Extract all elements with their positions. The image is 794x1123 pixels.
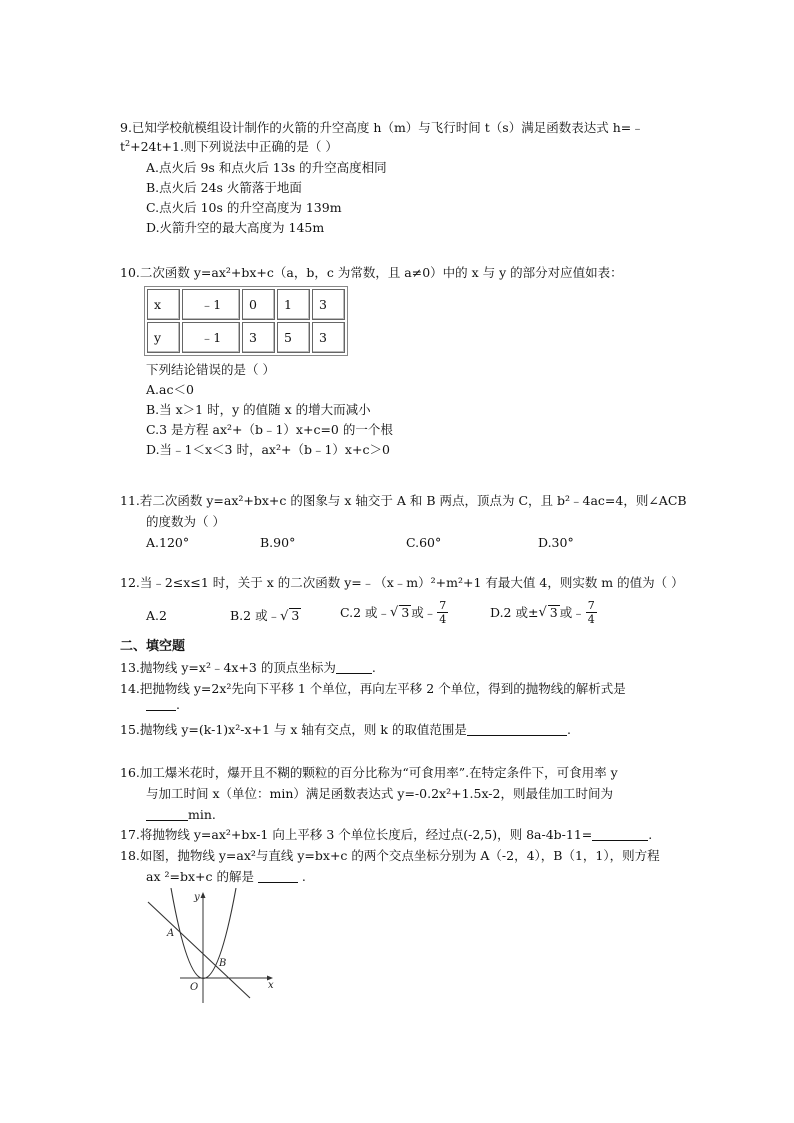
- straight-line: [148, 902, 250, 998]
- answer-blank[interactable]: [146, 696, 176, 711]
- answer-blank[interactable]: [467, 721, 567, 736]
- q14-stem-line1: 14.把抛物线 y=2x²先向下平移 1 个单位，再向左平移 2 个单位，得到的抛物线的解析式是: [120, 681, 626, 696]
- answer-blank[interactable]: [146, 806, 188, 821]
- q12-option-a: A.2: [146, 608, 167, 623]
- table-cell: 3: [312, 322, 345, 353]
- question-12: [120, 572, 700, 633]
- question-17: 17.将抛物线 y=ax²+bx-1 向上平移 3 个单位长度后，经过点(-2,5)，则 8a-4b-11= .: [120, 827, 653, 842]
- q10-stem: 10.二次函数 y=ax²+bx+c（a，b，c 为常数，且 a≠0）中的 x 与 y 的部分对应值如表：: [120, 265, 623, 280]
- q11-option-c: C.60°: [406, 535, 442, 550]
- label-x: x: [268, 980, 274, 991]
- table-cell: 1: [277, 289, 310, 320]
- section-title: 二、填空题: [120, 639, 186, 654]
- q10-option-a: A.ac＜0: [146, 382, 194, 397]
- question-15: 15.抛物线 y=(k-1)x²-x+1 与 x 轴有交点，则 k 的取值范围是 .: [120, 722, 571, 737]
- table-cell: 5: [277, 322, 310, 353]
- answer-blank[interactable]: [258, 868, 298, 883]
- q12-option-b: B.2 或﹣√ 3: [230, 608, 300, 624]
- q10-value-table: [144, 286, 348, 356]
- q12-option-d: D.2 或±√ 3 或﹣ $\frac{7}{4}$: [490, 599, 595, 626]
- sqrt-icon: √: [390, 605, 399, 620]
- q9-option-d: D.火箭升空的最大高度为 145m: [146, 220, 325, 235]
- sqrt-icon: √: [538, 605, 547, 620]
- question-18: 18.如图，抛物线 y=ax²与直线 y=bx+c 的两个交点坐标分别为 A（-2，4），B（1，1），则方程 ax ²=bx+c 的解是 .: [120, 845, 700, 887]
- label-y: y: [194, 892, 200, 903]
- q12-option-c: C.2 或﹣√ 3 或﹣ $\frac{7}{4}$: [340, 599, 447, 626]
- q9-option-b: B.点火后 24s 火箭落于地面: [146, 180, 302, 195]
- q10-option-c: C.3 是方程 ax²+（b﹣1）x+c=0 的一个根: [146, 422, 393, 437]
- table-cell: y: [147, 322, 180, 353]
- q9-stem-line1: 9.已知学校航模组设计制作的火箭的升空高度 h（m）与飞行时间 t（s）满足函数表达式 h=﹣: [120, 120, 644, 135]
- q16-stem-line1: 16.加工爆米花时，爆开且不糊的颗粒的百分比称为“可食用率”.在特定条件下，可食用率 y: [120, 765, 618, 780]
- q10-ask: 下列结论错误的是（ ）: [146, 362, 275, 377]
- question-16: 16.加工爆米花时，爆开且不糊的颗粒的百分比称为“可食用率”.在特定条件下，可食用率 y 与加工时间 x（单位：min）满足函数表达式 y=-0.2x²+1.5x-2，则最佳加工时间为 min.: [120, 762, 700, 825]
- q9-stem-line2: $t^2+24t+1$.则下列说法中正确的是（ ）: [120, 139, 338, 154]
- q10-option-b: B.当 x＞1 时，y 的值随 x 的增大而减小: [146, 402, 371, 417]
- label-point-a: A: [167, 928, 175, 939]
- answer-blank[interactable]: [592, 826, 648, 841]
- fraction: $\frac{7}{4}$: [587, 599, 595, 626]
- y-axis-arrow-icon: [201, 892, 206, 898]
- question-13: 13.抛物线 y=x²﹣4x+3 的顶点坐标为 .: [120, 660, 376, 675]
- q11-option-a: A.120°: [146, 535, 190, 550]
- label-point-b: B: [219, 958, 227, 969]
- q12-options: [120, 599, 700, 633]
- q11-option-d: D.30°: [538, 535, 574, 550]
- table-row: [147, 322, 345, 353]
- table-cell: ﹣1: [182, 322, 240, 353]
- question-9: [120, 117, 700, 237]
- table-cell: 3: [312, 289, 345, 320]
- fraction: $\frac{7}{4}$: [439, 599, 447, 626]
- q11-stem-line2: 的度数为（ ）: [146, 514, 225, 529]
- q11-stem-line1: 11.若二次函数 y=ax²+bx+c 的图象与 x 轴交于 A 和 B 两点，顶点为 C，且 b²﹣4ac=4，则∠ACB: [120, 493, 687, 508]
- table-cell: 0: [242, 289, 275, 320]
- q10-option-d: D.当﹣1＜x＜3 时，ax²+（b﹣1）x+c＞0: [146, 442, 390, 457]
- answer-blank[interactable]: [336, 659, 372, 674]
- q9-option-c: C.点火后 10s 的升空高度为 139m: [146, 200, 342, 215]
- sqrt-icon: √: [280, 609, 289, 624]
- label-origin: O: [190, 982, 199, 993]
- table-cell: 3: [242, 322, 275, 353]
- question-11: [120, 490, 700, 556]
- table-cell: x: [147, 289, 180, 320]
- question-10: [120, 262, 700, 459]
- table-cell: ﹣1: [182, 289, 240, 320]
- q18-stem-line1: 18.如图，抛物线 y=ax²与直线 y=bx+c 的两个交点坐标分别为 A（-2，4），B（1，1），则方程: [120, 848, 660, 863]
- table-row: [147, 289, 345, 320]
- q12-stem: 12.当﹣2≤x≤1 时，关于 x 的二次函数 y=﹣（x﹣m）²+m²+1 有最大值 4，则实数 m 的值为（ ）: [120, 575, 684, 590]
- q11-option-b: B.90°: [260, 535, 296, 550]
- section-fill-blank: [120, 636, 700, 657]
- q11-options: [120, 532, 700, 556]
- q9-option-a: A.点火后 9s 和点火后 13s 的升空高度相同: [146, 160, 387, 175]
- question-14: 14.把抛物线 y=2x²先向下平移 1 个单位，再向左平移 2 个单位，得到的抛物线的解析式是 .: [120, 678, 700, 715]
- q16-stem-line2: 与加工时间 x（单位：min）满足函数表达式 y=-0.2x²+1.5x-2，则最佳加工时间为: [146, 786, 613, 801]
- parabola-line-figure: [140, 888, 280, 1008]
